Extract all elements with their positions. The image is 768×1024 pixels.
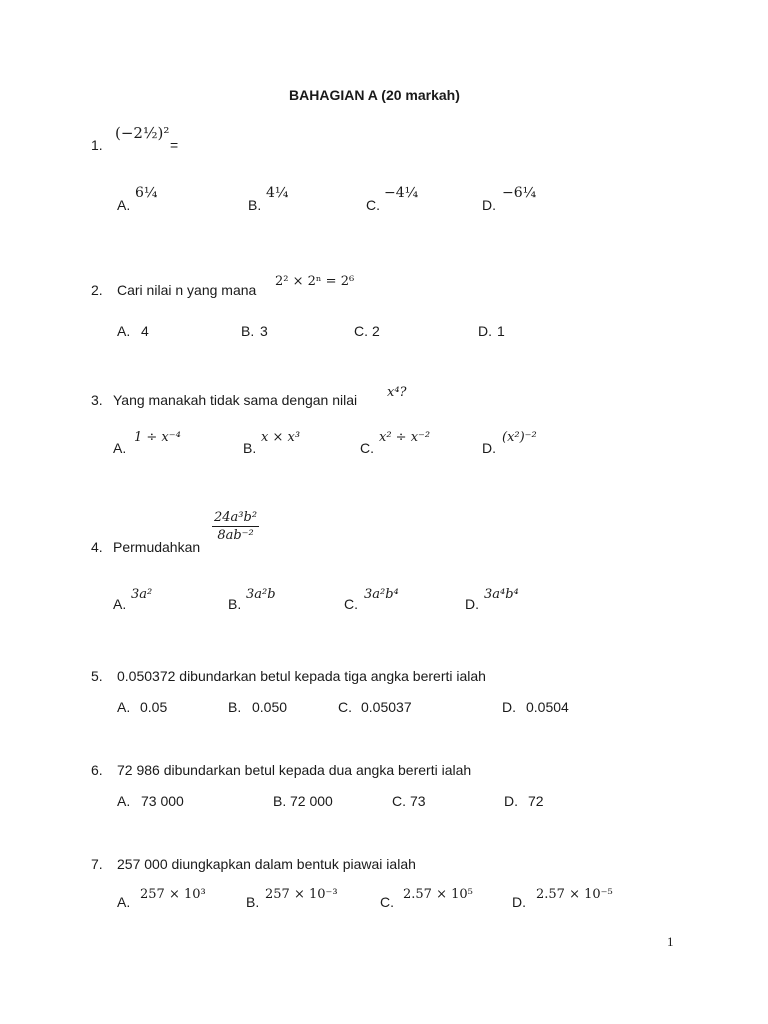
section-heading: BAHAGIAN A (20 markah) xyxy=(289,87,460,103)
option-c-value: x² ÷ x⁻² xyxy=(379,430,431,445)
equals-sign: = xyxy=(170,137,179,153)
option-c-label: C. xyxy=(344,596,358,612)
option-d-label: D. xyxy=(482,197,496,213)
option-b-label: B. xyxy=(273,793,287,809)
question-number: 6. xyxy=(91,762,103,778)
option-d-value: 1 xyxy=(497,323,505,339)
option-a-label: A. xyxy=(117,793,131,809)
option-a-value: 0.05 xyxy=(140,699,168,715)
option-c-value: 3a²b⁴ xyxy=(364,587,399,602)
option-b-value: 3 xyxy=(260,323,268,339)
option-a-value: 257 × 10³ xyxy=(140,887,206,902)
option-c-value: −4¼ xyxy=(384,185,419,201)
question-text: 257 000 diungkapkan dalam bentuk piawai ialah xyxy=(117,856,416,872)
option-a-value: 73 000 xyxy=(141,793,184,809)
option-d-label: D. xyxy=(512,894,526,910)
question-number: 3. xyxy=(91,392,103,408)
option-b-value: 0.050 xyxy=(252,699,288,715)
question-number: 5. xyxy=(91,668,103,684)
option-d-value: (x²)⁻² xyxy=(502,430,537,445)
option-a-label: A. xyxy=(117,894,131,910)
option-a-label: A. xyxy=(117,699,131,715)
fraction xyxy=(212,510,259,543)
option-d-label: D. xyxy=(465,596,479,612)
option-b-value: 72 000 xyxy=(290,793,333,809)
option-c-label: C. xyxy=(392,793,406,809)
question-text: 72 986 dibundarkan betul kepada dua angka bererti ialah xyxy=(117,762,472,778)
question-expression: (−2½)² xyxy=(115,124,170,142)
option-d-value: −6¼ xyxy=(502,185,537,201)
option-c-value: 0.05037 xyxy=(361,699,412,715)
option-c-label: C. xyxy=(338,699,352,715)
option-d-value: 0.0504 xyxy=(526,699,569,715)
option-a-label: A. xyxy=(117,323,131,339)
option-c-label: C. xyxy=(354,323,368,339)
option-d-label: D. xyxy=(502,699,516,715)
option-c-label: C. xyxy=(360,440,374,456)
option-a-label: A. xyxy=(117,197,131,213)
fraction-denominator: 8ab⁻² xyxy=(217,528,254,543)
question-number: 1. xyxy=(91,137,103,153)
option-b-label: B. xyxy=(228,596,242,612)
option-b-label: B. xyxy=(243,440,257,456)
option-c-value: 2.57 × 10⁵ xyxy=(403,887,473,902)
option-c-value: 73 xyxy=(410,793,426,809)
question-expression: 2² × 2ⁿ = 2⁶ xyxy=(275,274,355,289)
question-number: 4. xyxy=(91,539,103,555)
option-b-label: B. xyxy=(228,699,242,715)
question-text: Permudahkan xyxy=(113,539,201,555)
option-d-value: 2.57 × 10⁻⁵ xyxy=(536,887,613,902)
option-a-value: 4 xyxy=(141,323,149,339)
option-b-value: 4¼ xyxy=(266,185,289,201)
option-a-label: A. xyxy=(113,440,127,456)
option-d-label: D. xyxy=(482,440,496,456)
question-number: 7. xyxy=(91,856,103,872)
option-a-value: 6¼ xyxy=(135,185,158,201)
option-a-value: 1 ÷ x⁻⁴ xyxy=(134,430,181,445)
option-b-label: B. xyxy=(248,197,262,213)
option-b-value: x × x³ xyxy=(261,430,301,445)
fraction-numerator: 24a³b² xyxy=(214,510,258,525)
question-text: Yang manakah tidak sama dengan nilai xyxy=(113,392,358,408)
option-b-label: B. xyxy=(241,323,255,339)
option-c-value: 2 xyxy=(372,323,380,339)
option-d-label: D. xyxy=(478,323,492,339)
fraction-bar xyxy=(212,526,259,527)
option-b-value: 257 × 10⁻³ xyxy=(265,887,338,902)
option-d-value: 72 xyxy=(528,793,544,809)
option-b-label: B. xyxy=(246,894,260,910)
question-text: 0.050372 dibundarkan betul kepada tiga angka bererti ialah xyxy=(117,668,486,684)
option-d-value: 3a⁴b⁴ xyxy=(484,587,519,602)
option-a-label: A. xyxy=(113,596,127,612)
question-number: 2. xyxy=(91,282,103,298)
option-a-value: 3a² xyxy=(131,587,153,602)
option-c-label: C. xyxy=(366,197,380,213)
page-number: 1 xyxy=(667,934,674,949)
question-text: Cari nilai n yang mana xyxy=(117,282,257,298)
option-d-label: D. xyxy=(504,793,518,809)
option-c-label: C. xyxy=(380,894,394,910)
option-b-value: 3a²b xyxy=(246,587,276,602)
question-expression: x⁴? xyxy=(387,385,407,400)
